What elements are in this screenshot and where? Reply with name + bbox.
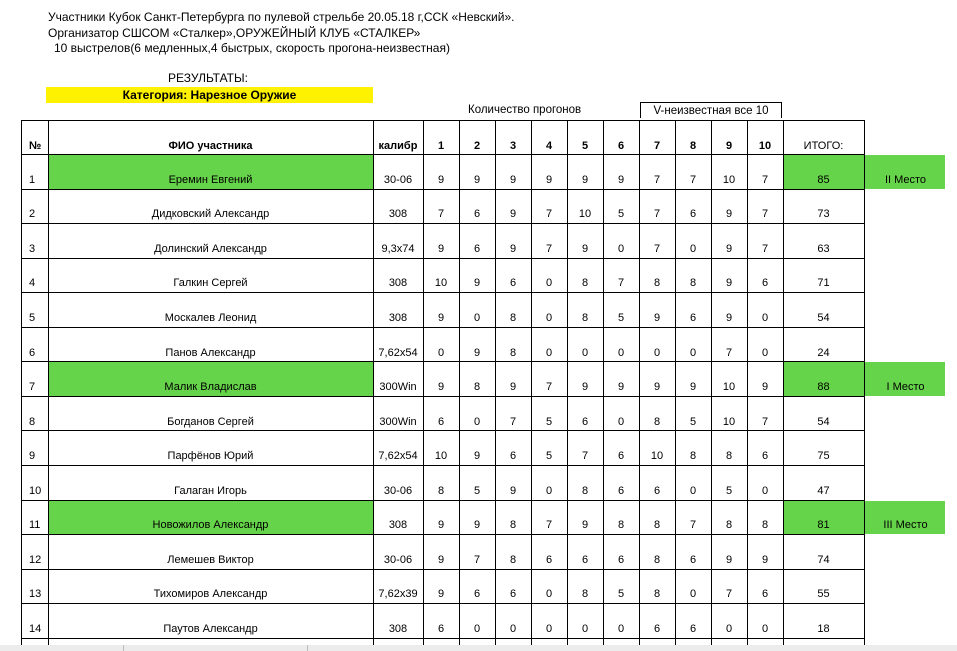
run-score: 5: [473, 484, 481, 497]
run-score: 9: [473, 173, 481, 186]
header-run-8: 8: [689, 140, 697, 152]
row-number: 6: [29, 346, 36, 359]
run-score: 6: [761, 450, 769, 463]
total-score: 75: [817, 450, 830, 463]
participant-name: Богданов Сергей: [167, 415, 254, 428]
run-score: 9: [437, 242, 445, 255]
total-score: 54: [817, 311, 830, 324]
row-number: 7: [29, 381, 36, 394]
run-score: 8: [725, 450, 733, 463]
row-number: 9: [29, 450, 36, 463]
run-score: 0: [617, 415, 625, 428]
run-score: 9: [473, 346, 481, 359]
run-score: 6: [437, 415, 445, 428]
run-score: 0: [761, 311, 769, 324]
caliber-cell: 300Win: [379, 415, 417, 428]
run-score: 5: [617, 588, 625, 601]
run-score: 10: [434, 277, 448, 290]
run-score: 8: [725, 519, 733, 532]
participant-name: Панов Александр: [165, 346, 256, 359]
row-number: 10: [29, 484, 42, 497]
header-caliber: калибр: [378, 140, 418, 152]
participant-name: Паутов Александр: [163, 622, 258, 635]
grid-hline: [21, 258, 865, 259]
grid-hline: [21, 396, 865, 397]
run-score: 0: [761, 484, 769, 497]
run-score: 7: [509, 415, 517, 428]
grid-hline: [21, 534, 865, 535]
run-score: 9: [653, 381, 661, 394]
run-score: 9: [473, 519, 481, 532]
run-score: 0: [689, 346, 697, 359]
run-score: 7: [761, 415, 769, 428]
run-score: 10: [722, 415, 736, 428]
run-score: 8: [653, 415, 661, 428]
run-score: 9: [725, 242, 733, 255]
run-score: 0: [545, 346, 553, 359]
caliber-cell: 300Win: [379, 381, 417, 394]
run-score: 7: [545, 242, 553, 255]
grid-hline: [21, 430, 865, 431]
total-score: 71: [817, 277, 830, 290]
run-score: 9: [581, 242, 589, 255]
row-number: 14: [29, 622, 42, 635]
header-run-2: 2: [473, 140, 481, 152]
run-score: 7: [689, 519, 697, 532]
run-score: 6: [437, 622, 445, 635]
run-score: 9: [725, 553, 733, 566]
run-score: 9: [509, 173, 517, 186]
run-score: 0: [545, 277, 553, 290]
total-score: 54: [817, 415, 830, 428]
run-score: 0: [617, 242, 625, 255]
run-score: 6: [545, 553, 553, 566]
run-score: 8: [689, 277, 697, 290]
results-label: РЕЗУЛЬТАТЫ:: [168, 71, 248, 85]
run-score: 7: [545, 519, 553, 532]
run-score: 0: [581, 622, 589, 635]
row-number: 13: [29, 588, 42, 601]
run-score: 8: [653, 553, 661, 566]
run-score: 0: [689, 588, 697, 601]
run-score: 0: [545, 484, 553, 497]
place-label: III Место: [883, 519, 928, 532]
run-score: 9: [437, 311, 445, 324]
grid-hline: [21, 154, 865, 155]
participant-name: Галаган Игорь: [174, 484, 247, 497]
run-score: 0: [725, 622, 733, 635]
run-score: 9: [437, 381, 445, 394]
run-score: 7: [581, 450, 589, 463]
grid-hline: [21, 569, 865, 570]
run-score: 9: [617, 381, 625, 394]
run-score: 0: [545, 622, 553, 635]
run-score: 7: [545, 208, 553, 221]
participant-name: Галкин Сергей: [173, 277, 248, 290]
run-score: 5: [545, 450, 553, 463]
total-score: 63: [817, 242, 830, 255]
grid-hline: [21, 603, 865, 604]
caliber-cell: 308: [388, 277, 408, 290]
run-score: 6: [509, 277, 517, 290]
participant-name: Новожилов Александр: [152, 519, 269, 532]
grid-hline: [21, 223, 865, 224]
run-score: 0: [437, 346, 445, 359]
total-score: 47: [817, 484, 830, 497]
run-score: 0: [473, 311, 481, 324]
header-run-6: 6: [617, 140, 625, 152]
run-score: 9: [725, 208, 733, 221]
participant-name: Тихомиров Александр: [153, 588, 268, 601]
run-score: 5: [725, 484, 733, 497]
header-run-4: 4: [545, 140, 553, 152]
run-score: 9: [581, 173, 589, 186]
grid-hline: [21, 327, 865, 328]
row-number: 2: [29, 208, 36, 221]
run-score: 6: [653, 484, 661, 497]
header-run-9: 9: [725, 140, 733, 152]
place-label: I Место: [886, 381, 925, 394]
grid-hline: [21, 465, 865, 466]
run-score: 0: [473, 622, 481, 635]
row-number: 11: [29, 519, 41, 532]
total-score: 88: [817, 381, 830, 394]
run-score: 8: [689, 450, 697, 463]
participant-name: Лемешев Виктор: [167, 553, 254, 566]
total-score: 24: [817, 346, 830, 359]
row-number: 4: [29, 277, 36, 290]
run-score: 5: [545, 415, 553, 428]
run-score: 7: [653, 242, 661, 255]
row-number: 8: [29, 415, 36, 428]
run-score: 8: [581, 588, 589, 601]
run-score: 9: [761, 381, 769, 394]
run-score: 8: [761, 519, 769, 532]
total-score: 73: [817, 208, 830, 221]
run-score: 7: [725, 346, 733, 359]
run-score: 0: [509, 622, 517, 635]
participant-name: Долинский Александр: [154, 242, 267, 255]
grid-vline: [864, 120, 865, 651]
run-score: 8: [509, 519, 517, 532]
run-score: 6: [689, 208, 697, 221]
run-score: 6: [689, 553, 697, 566]
grid-hline: [21, 189, 865, 190]
header-name: ФИО участника: [168, 140, 253, 152]
run-score: 10: [434, 450, 448, 463]
run-score: 6: [653, 622, 661, 635]
caliber-cell: 308: [388, 622, 408, 635]
run-score: 9: [473, 277, 481, 290]
sheet-bottom-strip: [0, 645, 957, 651]
run-score: 9: [725, 311, 733, 324]
run-score: 9: [509, 242, 517, 255]
row-number: 1: [29, 173, 36, 186]
run-score: 6: [617, 484, 625, 497]
conditions-line: 10 выстрелов(6 медленных,4 быстрых, скорость прогона-неизвестная): [54, 41, 450, 55]
run-score: 9: [761, 553, 769, 566]
caliber-cell: 30-06: [383, 484, 413, 497]
run-score: 0: [545, 588, 553, 601]
run-score: 8: [509, 346, 517, 359]
header-run-1: 1: [437, 140, 445, 152]
participant-name: Парфёнов Юрий: [167, 450, 254, 463]
run-score: 6: [617, 450, 625, 463]
caliber-cell: 30-06: [383, 553, 413, 566]
run-score: 9: [617, 173, 625, 186]
run-score: 9: [509, 484, 517, 497]
grid-hline: [21, 500, 865, 501]
sheet-tab-divider: [123, 645, 124, 651]
participant-name: Малик Владислав: [164, 381, 257, 394]
run-score: 9: [545, 173, 553, 186]
run-score: 9: [689, 381, 697, 394]
header-run-7: 7: [653, 140, 661, 152]
run-score: 9: [581, 519, 589, 532]
run-score: 9: [437, 173, 445, 186]
run-score: 9: [509, 208, 517, 221]
run-score: 7: [473, 553, 481, 566]
header-number: №: [29, 140, 42, 152]
grid-hline: [21, 120, 865, 121]
category-label: Категория: Нарезное Оружие: [46, 87, 373, 103]
v-unknown-label: V-неизвестная все 10: [640, 102, 782, 118]
run-score: 6: [581, 415, 589, 428]
run-score: 7: [437, 208, 445, 221]
caliber-cell: 7,62х54: [378, 346, 418, 359]
run-score: 0: [473, 415, 481, 428]
grid-hline: [21, 638, 865, 639]
run-score: 6: [761, 277, 769, 290]
participant-name: Еремин Евгений: [168, 173, 253, 186]
run-score: 7: [653, 173, 661, 186]
caliber-cell: 30-06: [383, 173, 413, 186]
runs-count-label: Количество прогонов: [468, 104, 582, 116]
run-score: 8: [509, 553, 517, 566]
run-score: 6: [473, 208, 481, 221]
run-score: 8: [617, 519, 625, 532]
grid-hline: [21, 292, 865, 293]
caliber-cell: 7,62х54: [378, 450, 418, 463]
header-total: ИТОГО:: [803, 140, 844, 152]
run-score: 8: [581, 277, 589, 290]
run-score: 0: [653, 346, 661, 359]
run-score: 5: [617, 208, 625, 221]
run-score: 10: [578, 208, 592, 221]
run-score: 8: [653, 519, 661, 532]
run-score: 7: [617, 277, 625, 290]
run-score: 8: [653, 277, 661, 290]
row-number: 5: [29, 311, 36, 324]
run-score: 7: [725, 588, 733, 601]
run-score: 8: [509, 311, 517, 324]
caliber-cell: 9,3х74: [381, 242, 415, 255]
total-score: 18: [817, 622, 830, 635]
run-score: 0: [617, 346, 625, 359]
run-score: 8: [473, 381, 481, 394]
run-score: 7: [653, 208, 661, 221]
run-score: 9: [437, 588, 445, 601]
run-score: 9: [437, 519, 445, 532]
run-score: 7: [689, 173, 697, 186]
run-score: 8: [437, 484, 445, 497]
run-score: 6: [689, 622, 697, 635]
run-score: 7: [761, 242, 769, 255]
run-score: 6: [581, 553, 589, 566]
organizer-line: Организатор СШСОМ «Сталкер»,ОРУЖЕЙНЫЙ КЛУБ «СТАЛКЕР»: [48, 26, 421, 40]
caliber-cell: 7,62х39: [378, 588, 418, 601]
run-score: 6: [509, 450, 517, 463]
run-score: 0: [689, 242, 697, 255]
run-score: 5: [689, 415, 697, 428]
run-score: 0: [545, 311, 553, 324]
caliber-cell: 308: [388, 208, 408, 221]
run-score: 0: [761, 346, 769, 359]
run-score: 9: [437, 553, 445, 566]
run-score: 10: [650, 450, 664, 463]
participant-name: Москалев Леонид: [164, 311, 257, 324]
grid-hline: [21, 361, 865, 362]
run-score: 6: [761, 588, 769, 601]
total-score: 85: [817, 173, 830, 186]
run-score: 7: [761, 173, 769, 186]
run-score: 9: [725, 277, 733, 290]
total-score: 81: [817, 519, 830, 532]
caliber-cell: 308: [388, 311, 408, 324]
total-score: 74: [817, 553, 830, 566]
run-score: 9: [509, 381, 517, 394]
run-score: 9: [473, 450, 481, 463]
run-score: 9: [581, 381, 589, 394]
run-score: 7: [761, 208, 769, 221]
run-score: 6: [617, 553, 625, 566]
run-score: 8: [581, 484, 589, 497]
run-score: 6: [509, 588, 517, 601]
row-number: 3: [29, 242, 36, 255]
run-score: 8: [653, 588, 661, 601]
run-score: 5: [617, 311, 625, 324]
run-score: 0: [761, 622, 769, 635]
run-score: 8: [581, 311, 589, 324]
run-score: 10: [722, 381, 736, 394]
row-number: 12: [29, 553, 42, 566]
run-score: 0: [689, 484, 697, 497]
sheet-tab-divider: [307, 645, 308, 651]
run-score: 0: [617, 622, 625, 635]
title-line: Участники Кубок Санкт-Петербурга по пулевой стрельбе 20.05.18 г,ССК «Невский».: [48, 10, 515, 24]
total-score: 55: [817, 588, 830, 601]
place-label: II Место: [884, 173, 927, 186]
run-score: 9: [653, 311, 661, 324]
run-score: 10: [722, 173, 736, 186]
run-score: 6: [689, 311, 697, 324]
header-run-5: 5: [581, 140, 589, 152]
run-score: 7: [545, 381, 553, 394]
participant-name: Дидковский Александр: [151, 208, 270, 221]
caliber-cell: 308: [388, 519, 408, 532]
run-score: 6: [473, 242, 481, 255]
run-score: 6: [473, 588, 481, 601]
header-run-10: 10: [758, 140, 772, 152]
run-score: 0: [581, 346, 589, 359]
header-run-3: 3: [509, 140, 517, 152]
